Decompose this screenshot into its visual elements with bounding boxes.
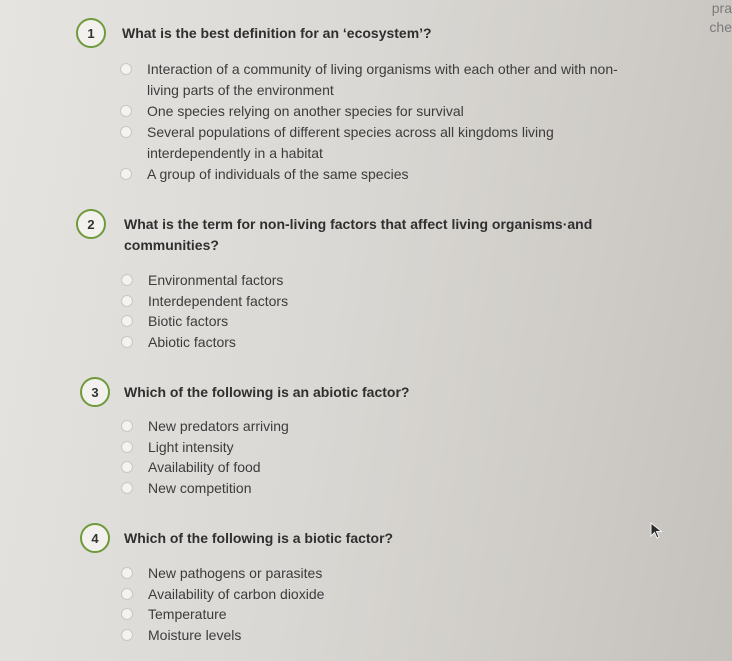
question-number-badge: 2 — [76, 209, 106, 239]
question-text: Which of the following is a biotic factor? — [124, 530, 394, 546]
option-label: Availability of food — [148, 459, 261, 475]
radio-button[interactable] — [121, 567, 133, 579]
question-number-badge: 4 — [80, 523, 110, 553]
option-label: A group of individuals of the same species — [147, 166, 409, 182]
option-label-cont: interdependently in a habitat — [147, 145, 323, 161]
option-label: New predators arriving — [148, 418, 289, 434]
radio-button[interactable] — [121, 295, 133, 307]
radio-button[interactable] — [120, 105, 132, 117]
radio-button[interactable] — [120, 126, 132, 138]
radio-button[interactable] — [120, 168, 132, 180]
radio-button[interactable] — [121, 482, 133, 494]
option-label: Several populations of different species across all kingdoms living — [147, 124, 554, 140]
option-label: New pathogens or parasites — [148, 565, 323, 581]
radio-button[interactable] — [121, 588, 133, 600]
radio-button[interactable] — [120, 63, 132, 75]
option-label-cont: living parts of the environment — [147, 82, 334, 98]
radio-button[interactable] — [121, 336, 133, 348]
option-label: Abiotic factors — [148, 334, 236, 350]
question-text: Which of the following is an abiotic factor? — [124, 384, 410, 400]
option-label: Environmental factors — [148, 272, 284, 288]
cut-off-text-2: che — [709, 19, 732, 35]
option-label: Moisture levels — [148, 627, 242, 643]
radio-button[interactable] — [121, 420, 133, 432]
radio-button[interactable] — [121, 315, 133, 327]
question-number-badge: 3 — [80, 377, 110, 407]
option-label: Biotic factors — [148, 313, 229, 329]
radio-button[interactable] — [121, 461, 133, 473]
radio-button[interactable] — [121, 441, 133, 453]
cut-off-text-1: pra — [711, 0, 732, 16]
option-label: Interaction of a community of living organisms with each other and with non- — [147, 61, 618, 77]
question-number-badge: 1 — [76, 18, 106, 48]
radio-button[interactable] — [121, 629, 133, 641]
question-text: What is the term for non-living factors that affect living organisms·and — [124, 216, 593, 232]
mouse-cursor-icon — [650, 522, 664, 540]
option-label: Light intensity — [148, 439, 234, 455]
radio-button[interactable] — [121, 608, 133, 620]
radio-button[interactable] — [121, 274, 133, 286]
option-label: Temperature — [148, 606, 227, 622]
option-label: Interdependent factors — [148, 293, 289, 309]
option-label: One species relying on another species for survival — [147, 103, 464, 119]
question-text-cont: communities? — [124, 237, 219, 253]
option-label: Availability of carbon dioxide — [148, 586, 325, 602]
option-label: New competition — [148, 480, 252, 496]
question-text: What is the best definition for an ‘ecosystem’? — [122, 25, 432, 41]
